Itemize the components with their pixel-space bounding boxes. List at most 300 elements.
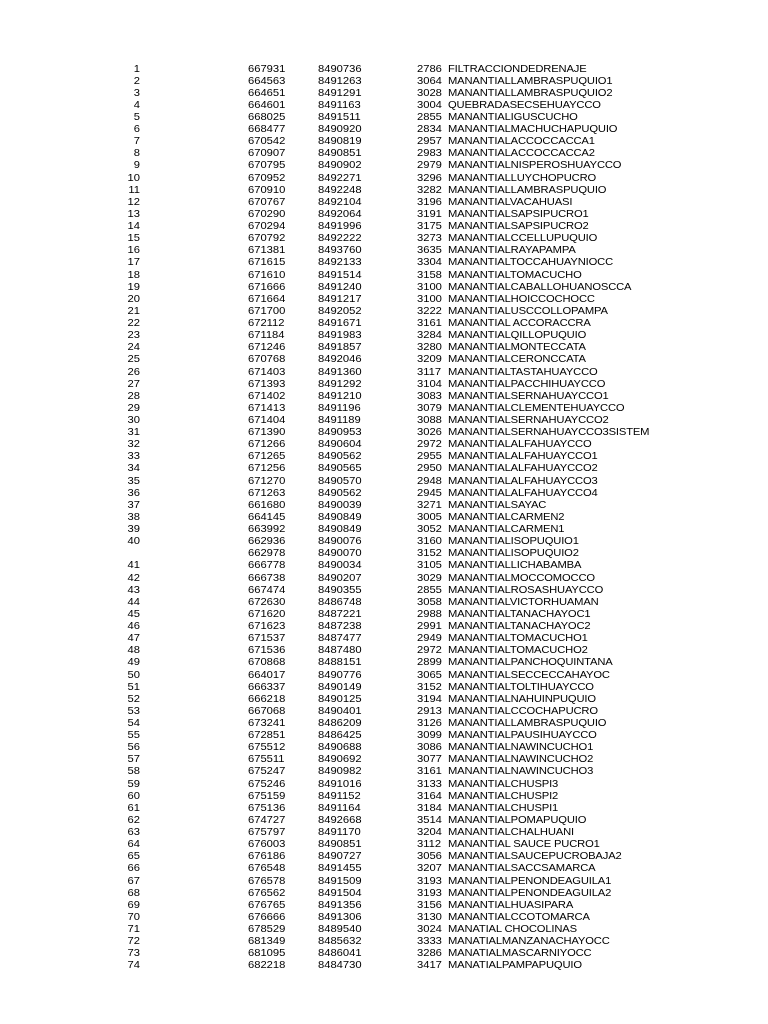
row-number-cell: 71	[127, 923, 140, 935]
northing-cell: 8490207	[318, 572, 362, 584]
easting-cell: 671246	[248, 341, 286, 353]
row-number-cell: 37	[127, 499, 140, 511]
northing-cell: 8490034	[318, 559, 362, 571]
table-row	[0, 766, 768, 777]
row-number-cell: 32	[127, 438, 140, 450]
altitude-cell: 3152	[417, 547, 442, 559]
table-row	[0, 863, 768, 874]
northing-cell: 8490849	[318, 511, 362, 523]
spring-name-cell: MANANTIALTOMACUCHO1	[448, 632, 588, 644]
table-row	[0, 75, 768, 86]
easting-cell: 667931	[248, 62, 286, 75]
table-row	[0, 208, 768, 219]
northing-cell: 8491996	[318, 220, 362, 232]
spring-name-cell: MANANTIALLUYCHOPUCRO	[448, 172, 597, 184]
altitude-cell: 3204	[417, 826, 442, 838]
altitude-cell: 3086	[417, 741, 442, 753]
northing-cell: 8486748	[318, 596, 362, 608]
northing-cell: 8491170	[318, 826, 361, 838]
easting-cell: 676765	[248, 899, 286, 911]
row-number-cell: 55	[127, 729, 140, 741]
table-row	[0, 354, 768, 365]
northing-cell: 8491240	[318, 281, 362, 293]
easting-cell: 670952	[248, 172, 286, 184]
altitude-cell: 3273	[417, 232, 442, 244]
table-row	[0, 257, 768, 268]
table-row	[0, 342, 768, 353]
northing-cell: 8490355	[318, 584, 362, 596]
northing-cell: 8490039	[318, 499, 362, 511]
northing-cell: 8491511	[318, 111, 361, 123]
spring-name-cell: MANANTIALCERONCCATA	[448, 353, 586, 365]
northing-cell: 8490851	[318, 838, 362, 850]
northing-cell: 8491163	[318, 99, 361, 111]
spring-name-cell: MANATIAL CHOCOLINAS	[448, 923, 577, 935]
spring-name-cell: MANANTIALCCOCHAPUCRO	[448, 705, 598, 717]
row-number-cell: 30	[127, 414, 140, 426]
row-number-cell: 21	[127, 305, 140, 317]
table-row	[0, 414, 768, 425]
altitude-cell: 3079	[417, 402, 442, 414]
row-number-cell: 13	[127, 208, 140, 220]
table-row	[0, 451, 768, 462]
table-row	[0, 645, 768, 656]
altitude-cell: 3156	[417, 899, 442, 911]
spring-name-cell: MANANTIALTASTAHUAYCCO	[448, 365, 598, 378]
altitude-cell: 3112	[417, 838, 442, 850]
spring-name-cell: MANANTIALMONTECCATA	[448, 341, 586, 353]
altitude-cell: 3100	[417, 281, 442, 293]
northing-cell: 8490070	[318, 547, 362, 559]
table-row	[0, 99, 768, 110]
row-number-cell: 64	[127, 838, 140, 850]
northing-cell: 8490692	[318, 753, 362, 765]
northing-cell: 8487238	[318, 620, 362, 632]
spring-name-cell: MANANTIALTOMACUCHO	[448, 269, 582, 281]
spring-name-cell: MANANTIALSAPSIPUCRO1	[448, 208, 589, 220]
altitude-cell: 3175	[417, 220, 442, 232]
easting-cell: 673241	[248, 717, 286, 729]
row-number-cell: 4	[133, 99, 140, 111]
table-row	[0, 875, 768, 886]
table-row	[0, 851, 768, 862]
easting-cell: 681349	[248, 935, 286, 947]
easting-cell: 666778	[248, 559, 286, 571]
altitude-cell: 3304	[417, 256, 442, 268]
table-row	[0, 63, 768, 74]
easting-cell: 671413	[248, 402, 286, 414]
spring-name-cell: MANANTIALMACHUCHAPUQUIO	[448, 123, 618, 135]
easting-cell: 664601	[248, 99, 286, 111]
easting-cell: 662978	[248, 547, 286, 559]
spring-name-cell: MANANTIAL SAUCE PUCRO1	[448, 838, 600, 850]
altitude-cell: 3058	[417, 596, 442, 608]
altitude-cell: 2972	[417, 438, 442, 450]
altitude-cell: 3635	[417, 244, 442, 256]
spring-name-cell: MANATIALMANZANACHAYOCC	[448, 935, 610, 947]
row-number-cell: 40	[127, 535, 140, 547]
easting-cell: 671620	[248, 608, 286, 620]
spring-name-cell: MANANTIALSERNAHUAYCCO1	[448, 390, 609, 402]
altitude-cell: 3005	[417, 511, 442, 523]
easting-cell: 675247	[248, 765, 286, 777]
spring-name-cell: MANANTIALCABALLOHUANOSCCA	[448, 281, 632, 293]
altitude-cell: 2991	[417, 620, 442, 632]
spring-name-cell: MANANTIALSAYAC	[448, 499, 547, 511]
spring-name-cell: MANANTIALHOICCOCHOCC	[448, 293, 595, 305]
easting-cell: 676666	[248, 911, 286, 923]
easting-cell: 672112	[248, 317, 285, 329]
row-number-cell: 29	[127, 402, 140, 414]
row-number-cell: 11	[128, 184, 140, 196]
spring-name-cell: MANANTIAL ACCORACCRA	[448, 317, 591, 329]
spring-name-cell: MANANTIALSECCECCAHAYOC	[448, 668, 610, 681]
row-number-cell: 70	[127, 911, 140, 923]
row-number-cell: 9	[133, 159, 140, 171]
northing-cell: 8491217	[318, 293, 362, 305]
altitude-cell: 2979	[417, 159, 442, 171]
spring-name-cell: MANANTIALCLEMENTEHUAYCCO	[448, 402, 625, 414]
table-row	[0, 742, 768, 753]
spring-name-cell: MANANTIALQILLOPUQUIO	[448, 329, 587, 341]
spring-name-cell: MANANTIALUSCCOLLOPAMPA	[448, 305, 608, 317]
altitude-cell: 2913	[417, 705, 442, 717]
row-number-cell: 62	[127, 814, 140, 826]
row-number-cell: 33	[127, 450, 140, 462]
row-number-cell: 24	[127, 341, 140, 353]
altitude-cell: 3196	[417, 196, 442, 208]
row-number-cell: 74	[127, 959, 140, 971]
table-row	[0, 524, 768, 535]
easting-cell: 666218	[248, 693, 286, 705]
table-row	[0, 160, 768, 171]
easting-cell: 670768	[248, 353, 286, 365]
row-number-cell: 14	[127, 220, 140, 232]
northing-cell: 8492222	[318, 232, 362, 244]
row-number-cell: 22	[127, 317, 140, 329]
table-row	[0, 960, 768, 971]
row-number-cell: 38	[127, 511, 140, 523]
altitude-cell: 3193	[417, 875, 442, 887]
row-number-cell: 16	[127, 244, 140, 256]
table-row	[0, 281, 768, 292]
altitude-cell: 2972	[417, 644, 442, 656]
row-number-cell: 44	[127, 596, 140, 608]
spring-name-cell: MANANTIALLAMBRASPUQUIO	[448, 717, 607, 729]
northing-cell: 8489540	[318, 923, 362, 935]
northing-cell: 8490125	[318, 693, 362, 705]
easting-cell: 681095	[248, 947, 286, 959]
altitude-cell: 3152	[417, 681, 442, 693]
altitude-cell: 3052	[417, 523, 442, 535]
altitude-cell: 2945	[417, 487, 442, 499]
easting-cell: 670767	[248, 196, 286, 208]
easting-cell: 682218	[248, 959, 286, 971]
table-row	[0, 148, 768, 159]
easting-cell: 668025	[248, 111, 286, 123]
spring-name-cell: MANANTIALACCOCCACCA2	[448, 147, 595, 159]
row-number-cell: 26	[127, 365, 140, 378]
easting-cell: 676562	[248, 887, 286, 899]
row-number-cell: 2	[133, 75, 140, 87]
row-number-cell: 61	[127, 802, 140, 814]
table-row	[0, 705, 768, 716]
table-row	[0, 487, 768, 498]
row-number-cell: 54	[127, 717, 140, 729]
spring-name-cell: MANANTIALNISPEROSHUAYCCO	[448, 159, 622, 171]
easting-cell: 671265	[248, 450, 286, 462]
table-row	[0, 802, 768, 813]
easting-cell: 671536	[248, 644, 286, 656]
easting-cell: 671610	[248, 269, 286, 281]
easting-cell: 664651	[248, 87, 286, 99]
easting-cell: 667068	[248, 705, 286, 717]
easting-cell: 670795	[248, 159, 286, 171]
row-number-cell: 39	[127, 523, 140, 535]
easting-cell: 666337	[248, 681, 286, 693]
row-number-cell: 3	[133, 87, 140, 99]
northing-cell: 8491292	[318, 378, 362, 390]
row-number-cell: 43	[127, 584, 140, 596]
spring-name-cell: MANANTIALRAYAPAMPA	[448, 244, 576, 256]
table-row	[0, 402, 768, 413]
spring-name-cell: MANANTIALACCOCCACCA1	[448, 135, 595, 147]
easting-cell: 671381	[248, 244, 286, 256]
easting-cell: 675136	[248, 802, 286, 814]
spring-name-cell: MANANTIALPANCHOQUINTANA	[448, 656, 613, 668]
northing-cell: 8490570	[318, 475, 362, 487]
spring-name-cell: MANANTIALVACAHUASI	[448, 196, 573, 208]
table-row	[0, 717, 768, 728]
altitude-cell: 3088	[417, 414, 442, 426]
altitude-cell: 2957	[417, 135, 442, 147]
altitude-cell: 3117	[417, 365, 442, 378]
easting-cell: 671256	[248, 462, 286, 474]
row-number-cell: 17	[127, 256, 140, 268]
row-number-cell: 53	[127, 705, 140, 717]
table-row	[0, 511, 768, 522]
northing-cell: 8490727	[318, 850, 362, 862]
northing-cell: 8491189	[318, 414, 361, 426]
table-row	[0, 608, 768, 619]
spring-name-cell: MANANTIALTOMACUCHO2	[448, 644, 588, 656]
row-number-cell: 48	[127, 644, 140, 656]
spring-name-cell: MANANTIALTANACHAYOC2	[448, 620, 591, 632]
easting-cell: 671390	[248, 426, 286, 438]
easting-cell: 671404	[248, 414, 286, 426]
easting-cell: 671266	[248, 438, 286, 450]
row-number-cell: 41	[127, 559, 140, 571]
northing-cell: 8490149	[318, 681, 362, 693]
table-row	[0, 923, 768, 934]
easting-cell: 664563	[248, 75, 286, 87]
easting-cell: 671666	[248, 281, 286, 293]
altitude-cell: 3222	[417, 305, 442, 317]
spring-name-cell: MANANTIALALFAHUAYCCO2	[448, 462, 598, 474]
table-row	[0, 548, 768, 559]
altitude-cell: 2949	[417, 632, 442, 644]
spring-name-cell: MANANTIALHUASIPARA	[448, 899, 574, 911]
northing-cell: 8492133	[318, 256, 362, 268]
easting-cell: 671700	[248, 305, 286, 317]
northing-cell: 8491509	[318, 875, 362, 887]
table-row	[0, 936, 768, 947]
altitude-cell: 3077	[417, 753, 442, 765]
spring-name-cell: MANANTIALPACCHIHUAYCCO	[448, 378, 606, 390]
northing-cell: 8491291	[318, 87, 362, 99]
altitude-cell: 3296	[417, 172, 442, 184]
spring-name-cell: MANANTIALLAMBRASPUQUIO	[448, 184, 607, 196]
table-row	[0, 221, 768, 232]
row-number-cell: 8	[133, 147, 140, 159]
easting-cell: 672851	[248, 729, 286, 741]
easting-cell: 676003	[248, 838, 286, 850]
easting-cell: 670868	[248, 656, 286, 668]
spring-name-cell: MANANTIALALFAHUAYCCO	[448, 438, 592, 450]
table-row	[0, 87, 768, 98]
spring-name-cell: MANATIALMASCARNIYOCC	[448, 947, 592, 959]
altitude-cell: 3028	[417, 87, 442, 99]
altitude-cell: 3164	[417, 790, 442, 802]
row-number-cell: 45	[127, 608, 140, 620]
altitude-cell: 3271	[417, 499, 442, 511]
altitude-cell: 3161	[417, 317, 442, 329]
table-row	[0, 378, 768, 389]
table-row	[0, 948, 768, 959]
table-row	[0, 475, 768, 486]
row-number-cell: 5	[133, 111, 140, 123]
northing-cell: 8490849	[318, 523, 362, 535]
spring-name-cell: MANANTIALIGUSCUCHO	[448, 111, 578, 123]
spring-name-cell: MANANTIALVICTORHUAMAN	[448, 596, 599, 608]
northing-cell: 8492248	[318, 184, 362, 196]
altitude-cell: 3104	[417, 378, 442, 390]
table-row	[0, 669, 768, 680]
northing-cell: 8484730	[318, 959, 362, 971]
easting-cell: 666738	[248, 572, 286, 584]
easting-cell: 662936	[248, 535, 286, 547]
easting-cell: 671403	[248, 365, 286, 378]
northing-cell: 8491504	[318, 887, 362, 899]
table-row	[0, 111, 768, 122]
table-row	[0, 427, 768, 438]
altitude-cell: 3191	[417, 208, 442, 220]
altitude-cell: 2988	[417, 608, 442, 620]
table-row	[0, 827, 768, 838]
altitude-cell: 3194	[417, 693, 442, 705]
altitude-cell: 2786	[417, 62, 442, 75]
easting-cell: 670290	[248, 208, 286, 220]
row-number-cell: 68	[127, 887, 140, 899]
table-row	[0, 499, 768, 510]
easting-cell: 668477	[248, 123, 286, 135]
table-row	[0, 839, 768, 850]
row-number-cell: 23	[127, 329, 140, 341]
row-number-cell: 47	[127, 632, 140, 644]
northing-cell: 8491360	[318, 365, 362, 378]
altitude-cell: 3514	[417, 814, 442, 826]
altitude-cell: 3065	[417, 668, 442, 681]
easting-cell: 664017	[248, 668, 286, 681]
altitude-cell: 3282	[417, 184, 442, 196]
table-row	[0, 693, 768, 704]
table-row	[0, 572, 768, 583]
northing-cell: 8485632	[318, 935, 362, 947]
spring-name-cell: MANANTIALNAWINCUCHO1	[448, 741, 594, 753]
row-number-cell: 1	[133, 62, 140, 75]
easting-cell: 676548	[248, 862, 286, 874]
altitude-cell: 3056	[417, 850, 442, 862]
spring-name-cell: MANANTIALTOLTIHUAYCCO	[448, 681, 594, 693]
northing-cell: 8491210	[318, 390, 362, 402]
easting-cell: 667474	[248, 584, 286, 596]
row-number-cell: 31	[127, 426, 140, 438]
northing-cell: 8490604	[318, 438, 362, 450]
northing-cell: 8492104	[318, 196, 362, 208]
row-number-cell: 28	[127, 390, 140, 402]
table-row	[0, 560, 768, 571]
table-row	[0, 754, 768, 765]
northing-cell: 8490920	[318, 123, 362, 135]
altitude-cell: 3029	[417, 572, 442, 584]
spring-name-cell: MANANTIALSAUCEPUCROBAJA2	[448, 850, 622, 862]
northing-cell: 8487221	[318, 608, 362, 620]
altitude-cell: 3026	[417, 426, 442, 438]
table-row	[0, 366, 768, 377]
easting-cell: 675512	[248, 741, 286, 753]
table-row	[0, 911, 768, 922]
table-row	[0, 390, 768, 401]
northing-cell: 8491983	[318, 329, 362, 341]
easting-cell: 671270	[248, 475, 286, 487]
easting-cell: 671184	[248, 329, 285, 341]
altitude-cell: 2899	[417, 656, 442, 668]
spring-name-cell: MANANTIALCCELLUPUQUIO	[448, 232, 598, 244]
table-row	[0, 814, 768, 825]
table-row	[0, 184, 768, 195]
altitude-cell: 3099	[417, 729, 442, 741]
easting-cell: 676578	[248, 875, 286, 887]
table-row	[0, 657, 768, 668]
northing-cell: 8490562	[318, 487, 362, 499]
spring-name-cell: MANANTIALSERNAHUAYCCO2	[448, 414, 609, 426]
altitude-cell: 3280	[417, 341, 442, 353]
altitude-cell: 3417	[417, 959, 442, 971]
row-number-cell: 50	[127, 668, 140, 681]
northing-cell: 8490076	[318, 535, 362, 547]
northing-cell: 8486425	[318, 729, 362, 741]
northing-cell: 8490851	[318, 147, 362, 159]
table-row	[0, 596, 768, 607]
spring-name-cell: MANANTIALSAPSIPUCRO2	[448, 220, 589, 232]
spring-name-cell: MANANTIALNAHUINPUQUIO	[448, 693, 596, 705]
table-row	[0, 439, 768, 450]
table-row	[0, 536, 768, 547]
northing-cell: 8491514	[318, 269, 362, 281]
altitude-cell: 3160	[417, 535, 442, 547]
row-number-cell: 18	[127, 269, 140, 281]
northing-cell: 8491306	[318, 911, 362, 923]
easting-cell: 670910	[248, 184, 286, 196]
northing-cell: 8492046	[318, 353, 362, 365]
altitude-cell: 3083	[417, 390, 442, 402]
row-number-cell: 73	[127, 947, 140, 959]
spring-name-cell: MANANTIALALFAHUAYCCO1	[448, 450, 598, 462]
easting-cell: 675246	[248, 778, 286, 790]
easting-cell: 675159	[248, 790, 286, 802]
northing-cell: 8491016	[318, 778, 362, 790]
spring-name-cell: MANANTIALALFAHUAYCCO4	[448, 487, 598, 499]
